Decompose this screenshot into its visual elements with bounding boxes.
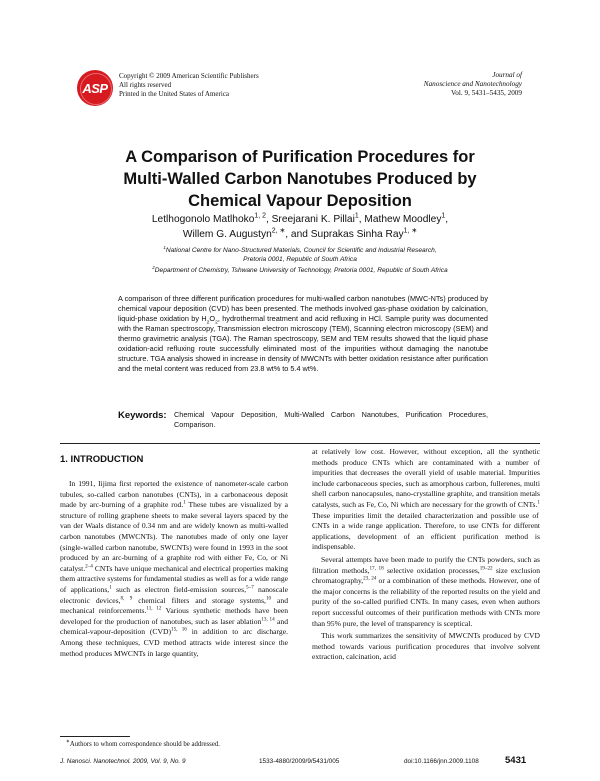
author-separator: , and (285, 229, 311, 240)
body-text: size exclusion chromatography, (312, 565, 540, 586)
author-list (60, 212, 540, 242)
title-line: A Comparison of Purification Procedures for (125, 148, 475, 166)
abstract-text: A comparison of three different purification procedures for multi-walled carbon nanotubes (MWC-NTs) produced by chemical vapour deposition (CVD) has been presented. The methods involved gas-phase oxidation by calcination, liquid-phase oxidation by H (118, 294, 488, 323)
asp-logo (77, 70, 113, 106)
author-name: Mathew Moodley (364, 214, 442, 225)
footnote (66, 738, 220, 748)
citation-ref: 13, 14 (261, 616, 275, 623)
paragraph: This work summarizes the sensitivity of MWCNTs produced by CVD method towards various purification procedures that involve solvent extraction, calcination, acid (312, 631, 540, 662)
journal-name-line1: Journal of (492, 71, 522, 79)
section-heading: 1. INTRODUCTION (60, 454, 144, 465)
citation-ref: 10 (265, 595, 272, 601)
citation-ref: 23, 24 (363, 575, 377, 582)
abstract-text: O (209, 314, 216, 323)
body-text: These tubes are visualized by a structure of rolling graphene sheets to make several layers spaced by the van der Waals distance of 0.34 nm and are widely known as multi-walled carbon nanotubes (MWCNTs). The nanotubes made of only one layer (single-walled carbon nanotube, SWCNTs) were found in 1993 in the soot produced by an arc-burning of a graphite rod with either Fe, Co, or Ni catalyst. (60, 500, 288, 573)
section-divider (60, 443, 540, 444)
body-text: at relatively low cost. However, without exception, all the synthetic methods produce CNTs which are contaminated with a number of impurities that decreases the overall yield of usable material. Impurities include carbonaceous species, such as amorphous carbon, fullerenes, multi shell carbon nanocapsules, nano-crystalline graphite, and transition metals catalysts, such as Fe, Co, Ni which are necessary for the growth of CNTs. (312, 447, 540, 509)
author-affil-mark: 2, ∗ (271, 227, 286, 235)
body-text: Several attempts have been made to purify the CNTs powders, such as filtration methods, (312, 554, 540, 575)
subscript: 2 (206, 320, 210, 326)
body-text: such as electron field-emission sources, (111, 584, 247, 594)
citation-ref: 11, 12 (146, 605, 162, 612)
title-line: Chemical Vapour Deposition (188, 192, 412, 210)
body-text: nanoscale electronic devices, (60, 584, 288, 605)
logo-text: ASP (82, 80, 108, 96)
author-separator: , (265, 214, 272, 225)
abstract (118, 294, 488, 374)
affiliation-1 (60, 244, 540, 256)
citation-ref: 19–22 (479, 565, 493, 571)
title-line: Multi-Walled Carbon Nanotubes Produced by (123, 170, 477, 188)
footer-doi: doi:10.1166/jnn.2009.1108 (404, 758, 479, 765)
affiliations (60, 244, 540, 276)
affiliation-number: 2 (152, 265, 155, 270)
citation-ref: 5–7 (246, 584, 254, 591)
body-text: in addition to arc discharge. Among these techniques, CVD method attracts wide interest since the method produces MWCNTs in large quantity, (60, 627, 289, 658)
affiliation-text: Department of Chemistry, Tshwane University of Technology, Pretoria 0001, Republic of South Africa (154, 267, 448, 275)
footer-issn: 1533-4880/2009/9/5431/005 (259, 758, 340, 765)
footer-citation: J. Nanosci. Nanotechnol. 2009, Vol. 9, No. 9 (60, 758, 186, 765)
journal-name-line2: Nanoscience and Nanotechnology (423, 80, 522, 88)
citation-ref: 1 (183, 499, 186, 506)
author-affil-mark: 1, ∗ (403, 227, 418, 235)
copyright-line: All rights reserved (119, 81, 172, 89)
author-name: Letlhogonolo Matlhoko (151, 214, 255, 225)
page-number: 5431 (505, 755, 527, 766)
body-text: chemical filters and storage systems, (132, 595, 266, 605)
body-text: selective oxidation processes, (383, 565, 480, 575)
body-text: or a combination of these methods. However, one of the major concerns is the reliability of the reported results on the yield and purity of the so-called purified CNTs. In many cases, even when authors report successful outcomes of their purification methods with CNTs more than 95% pure, the level of transparency is sceptical. (312, 576, 540, 628)
keywords-label: Keywords: (118, 410, 167, 421)
author-name: Suprakas Sinha Ray (310, 229, 404, 240)
citation-ref: 17, 18 (369, 565, 384, 571)
subscript: 2 (215, 320, 218, 326)
keywords-text: Chemical Vapour Deposition, Multi-Walled Carbon Nanotubes, Purification Procedures, Comparison. (174, 410, 488, 429)
body-text: Various synthetic methods have been developed for the production of nanotubes, such as laser ablation (60, 606, 288, 626)
paragraph (312, 447, 540, 553)
author-name: Sreejarani K. Pillai (271, 214, 355, 225)
footnote-text: Authors to whom correspondence should be addressed. (69, 741, 220, 748)
body-text: CNTs have unique mechanical and electrical properties making them attractive systems for fundamental studies as well as for a wide range of applications, (60, 563, 288, 594)
citation-ref: 2–4 (85, 563, 93, 570)
right-column (312, 447, 540, 663)
body-text: and mechanical reinforcements. (60, 595, 289, 616)
affiliation-text: National Centre for Nano-Structured Materials, Council for Scientific and Industrial Research, (165, 247, 437, 254)
body-text: In 1991, Iijima first reported the existence of nanometer-scale carbon tubules, so-called carbon nanotubes (CNTs), in a carbonaceous deposit made by arc-burning of a graphite rod. (60, 479, 288, 510)
affiliation-number: 1 (163, 244, 166, 250)
affiliation-1-cont: Pretoria 0001, Republic of South Africa (243, 255, 357, 263)
abstract-text: , hydrothermal treatment and acid refluxing in HCl. Sample purity was documented with the Raman spectroscopy, Transmission electron microscopy (TEM), Scanning electron microscopy (SEM) and thermo gravimetric analysis (TGA). The Raman spectroscopy, SEM and TEM results showed that the liquid phase oxidation-acid refluxing route successfully eliminated most of the impurities without damaging the nanotube structure. TGA analysis showed in increase in density of MWCNTs with better oxidation resistance after purification and the metal content was reduced from 23.8 wt% to 5.4 wt%. (118, 314, 488, 373)
body-text: These impurities limit the detailed characterization and possible use of CNTs in a wide range application. Therefore, to use CNTs for different applications, development of an efficient purification method is indispensable. (312, 510, 540, 552)
footnote-rule (60, 736, 130, 737)
copyright-line: Printed in the United States of America (119, 90, 230, 98)
citation-ref: 15, 16 (171, 626, 187, 633)
body-text: and chemical-vapour-deposition (CVD) (60, 616, 288, 637)
citation-ref: 1 (109, 584, 112, 591)
journal-volume: Vol. 9, 5431–5435, 2009 (451, 89, 522, 97)
copyright-line: Copyright © 2009 American Scientific Publishers (119, 72, 259, 80)
paragraph (60, 479, 288, 659)
paragraph (312, 555, 540, 629)
author-line-1: Letlhogonolo Matlhoko$^{1, 2}$, Sreejarani K. Pillai$^1$, Mathew Moodley$^1$, (151, 212, 449, 225)
author-affil-mark: 1 (354, 212, 359, 220)
author-affil-mark: 1, 2 (254, 212, 266, 220)
paper-title (60, 146, 540, 212)
citation-ref: 1 (537, 499, 540, 506)
author-separator: , (358, 214, 365, 225)
copyright-block (119, 72, 259, 99)
author-affil-mark: 1 (441, 212, 446, 220)
affiliation-2 (60, 267, 540, 276)
author-line-2 (60, 227, 540, 242)
journal-info (424, 71, 522, 98)
footnote-mark: ∗ (66, 738, 70, 744)
left-column (60, 479, 288, 659)
citation-ref: 8, 9 (120, 595, 133, 601)
author-name: Willem G. Augustyn (182, 229, 272, 240)
